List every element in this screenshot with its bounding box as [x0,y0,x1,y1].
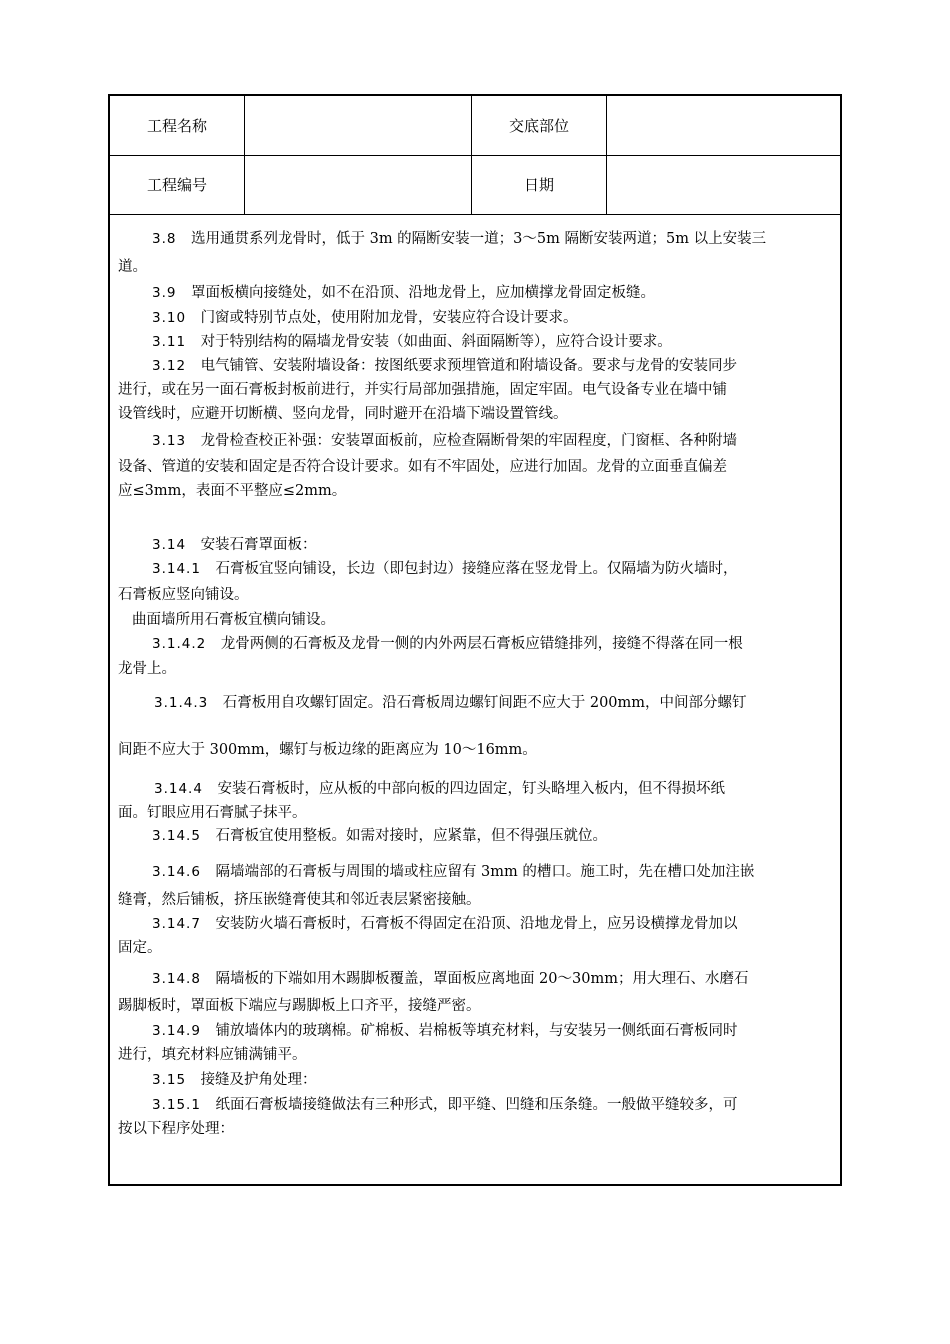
clause-text: 踢脚板时，罩面板下端应与踢脚板上口齐平，接缝严密。 [118,998,481,1014]
text-line [118,1117,834,1141]
clause-text: 曲面墙所用石膏板宜横向铺设。 [132,612,335,628]
text-line [152,306,834,330]
project-name-label: 工程名称 [110,96,245,155]
clause-text: 纸面石膏板墙接缝做法有三种形式，即平缝、凹缝和压条缝。一般做平缝较多，可 [215,1097,738,1113]
clause-text: 面。钉眼应用石膏腻子抹平。 [118,805,307,821]
clause-text: 进行，填充材料应铺满铺平。 [118,1047,307,1063]
text-line [152,281,834,305]
project-no-field[interactable] [245,155,472,214]
text-line [118,657,834,681]
clause-number: 3.15.1 [152,1097,201,1113]
text-line [118,1043,834,1067]
clause-text: 应≤3mm，表面不平整应≤2mm。 [118,483,347,499]
clause-text: 设备、管道的安装和固定是否符合设计要求。如有不牢固处，应进行加固。龙骨的立面垂直偏差 [118,459,727,475]
clause-number: 3.14.1 [152,561,201,577]
clause-text: 隔墙板的下端如用木踢脚板覆盖，罩面板应离地面 20～30mm；用大理石、水磨石 [215,971,749,987]
clause-number: 3.11 [152,334,187,350]
clause-text: 门窗或特别节点处，使用附加龙骨，安装应符合设计要求。 [200,310,578,326]
text-line [118,479,834,503]
clause-text: 间距不应大于 300mm，螺钉与板边缘的距离应为 10～16mm。 [118,742,537,758]
clause-text: 罩面板横向接缝处，如不在沿顶、沿地龙骨上，应加横撑龙骨固定板缝。 [190,285,655,301]
clause-number: 3.15 [152,1072,187,1088]
text-line [152,533,834,557]
clause-text: 对于特别结构的隔墙龙骨安装（如曲面、斜面隔断等），应符合设计要求。 [200,334,672,350]
text-line [118,936,834,960]
date-field[interactable] [607,155,840,214]
text-line [152,330,834,354]
clause-number: 3.12 [152,358,187,374]
project-name-field[interactable] [245,96,472,155]
clause-text: 隔墙端部的石膏板与周围的墙或柱应留有 3mm 的槽口。施工时，先在槽口处加注嵌 [215,864,755,880]
location-field[interactable] [607,96,840,155]
clause-number: 3.14.6 [152,864,201,880]
text-line [118,255,834,279]
clause-number: 3.10 [152,310,187,326]
text-line [154,691,834,715]
clause-text: 缝膏，然后铺板，挤压嵌缝膏使其和邻近表层紧密接触。 [118,892,481,908]
disclosure-form [108,94,842,1186]
date-label: 日期 [472,155,607,214]
text-line [118,378,834,402]
text-line [152,967,834,991]
clause-number: 3.14.7 [152,916,201,932]
clause-number: 3.14 [152,537,187,553]
location-label: 交底部位 [472,96,607,155]
text-line [152,354,834,378]
text-line [152,912,834,936]
header-row-2 [110,155,840,215]
text-line [152,1019,834,1043]
text-line [118,801,834,825]
clause-number: 3.1.4.2 [152,636,207,652]
text-line [152,1093,834,1117]
clause-text: 龙骨检查校正补强：安装罩面板前，应检查隔断骨架的牢固程度，门窗框、各种附墙 [200,433,738,449]
clause-text: 铺放墙体内的玻璃棉。矿棉板、岩棉板等填充材料，与安装另一侧纸面石膏板同时 [215,1023,738,1039]
text-line [152,557,834,581]
clause-number: 3.9 [152,285,177,301]
text-line [118,888,834,912]
project-no-label: 工程编号 [110,155,245,214]
clause-text: 接缝及护角处理： [200,1072,317,1088]
clause-text: 固定。 [118,940,162,956]
clause-number: 3.14.4 [154,781,203,797]
text-line [118,738,834,762]
clause-number: 3.8 [152,231,177,247]
clause-text: 石膏板应竖向铺设。 [118,587,249,603]
text-line [118,994,834,1018]
text-line [118,402,834,426]
clause-text: 选用通贯系列龙骨时，低于 3m 的隔断安装一道；3～5m 隔断安装两道；5m 以上安装三 [190,231,767,247]
clause-text: 龙骨上。 [118,661,176,677]
clause-text: 石膏板宜竖向铺设，长边（即包封边）接缝应落在竖龙骨上。仅隔墙为防火墙时， [215,561,738,577]
header-row-1 [110,96,840,156]
clause-number: 3.1.4.3 [154,695,209,711]
clause-text: 道。 [118,259,147,275]
text-line [152,860,834,884]
clause-text: 按以下程序处理： [118,1121,234,1137]
text-line [118,583,834,607]
clause-text: 龙骨两侧的石膏板及龙骨一侧的内外两层石膏板应错缝排列，接缝不得落在同一根 [220,636,743,652]
clause-text: 安装防火墙石膏板时，石膏板不得固定在沿顶、沿地龙骨上，应另设横撑龙骨加以 [215,916,738,932]
clause-text: 电气铺管、安装附墙设备：按图纸要求预埋管道和附墙设备。要求与龙骨的安装同步 [200,358,738,374]
clause-number: 3.14.5 [152,828,201,844]
clause-text: 安装石膏板时，应从板的中部向板的四边固定，钉头略埋入板内，但不得损坏纸 [217,781,725,797]
text-line [118,455,834,479]
clause-number: 3.14.8 [152,971,201,987]
clause-text: 石膏板宜使用整板。如需对接时，应紧靠，但不得强压就位。 [215,828,607,844]
text-line [152,429,834,453]
clause-text: 进行，或在另一面石膏板封板前进行，并实行局部加强措施，固定牢固。电气设备专业在墙中铺 [118,382,727,398]
clause-text: 石膏板用自攻螺钉固定。沿石膏板周边螺钉间距不应大于 200mm，中间部分螺钉 [222,695,747,711]
text-line [152,227,834,251]
text-line [152,632,834,656]
text-line [152,824,834,848]
clause-text: 设管线时，应避开切断横、竖向龙骨，同时避开在沿墙下端设置管线。 [118,406,568,422]
text-line [132,608,834,632]
text-line [154,777,834,801]
clause-text: 安装石膏罩面板： [200,537,317,553]
text-line [152,1068,834,1092]
clause-number: 3.14.9 [152,1023,201,1039]
clause-number: 3.13 [152,433,187,449]
